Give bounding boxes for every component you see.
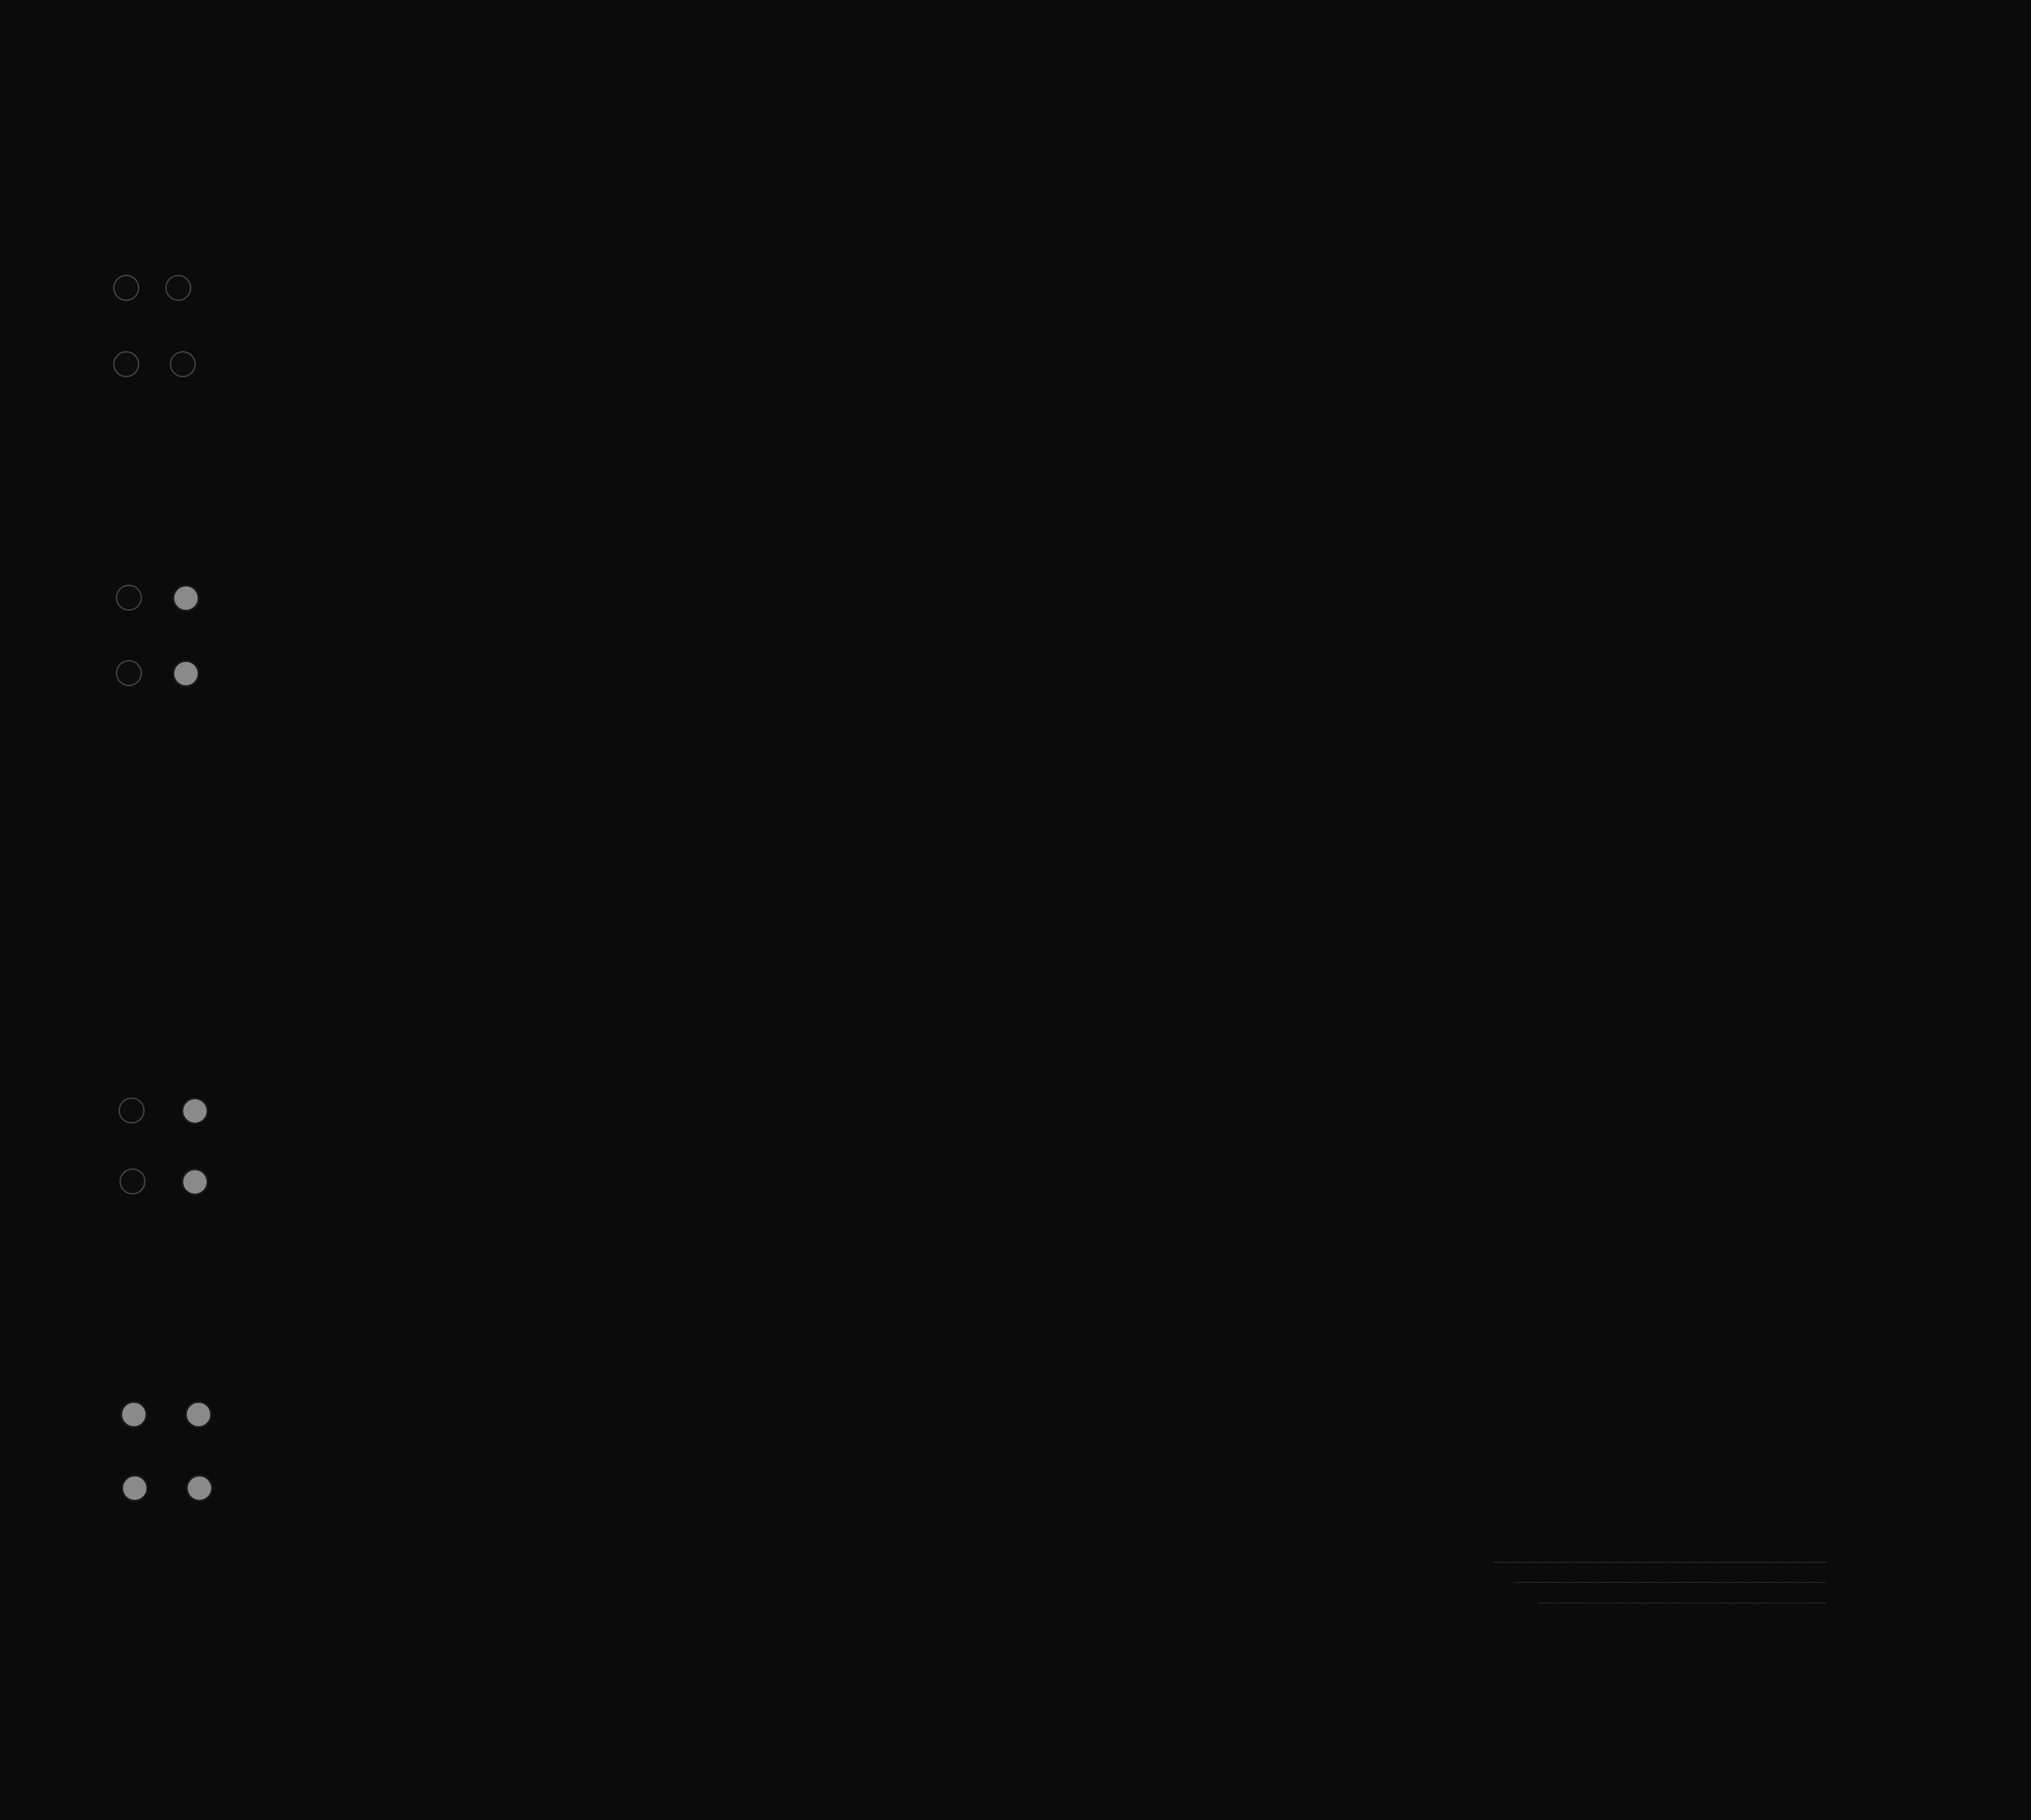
footer-owners-field [1514,1582,1826,1583]
binder-hole-icon [113,351,139,377]
binder-hole-icon [116,660,142,686]
binder-hole-icon [172,660,199,687]
binder-hole-icon [186,1475,213,1502]
binder-hole-icon [172,585,199,612]
footer-agents-field [1538,1603,1826,1604]
binder-hole-icon [116,585,142,611]
binder-hole-icon [121,1475,148,1502]
binder-hole-icon [119,1168,146,1194]
binder-hole-icon [119,1097,145,1124]
binder-hole-icon [185,1401,212,1428]
binder-hole-icon [181,1097,208,1124]
binder-hole-icon [120,1401,147,1428]
footer-line-field [1493,1562,1826,1563]
binder-hole-icon [165,275,191,301]
binder-hole-icon [113,275,139,301]
binder-hole-icon [170,351,196,377]
binder-hole-icon [181,1168,208,1195]
